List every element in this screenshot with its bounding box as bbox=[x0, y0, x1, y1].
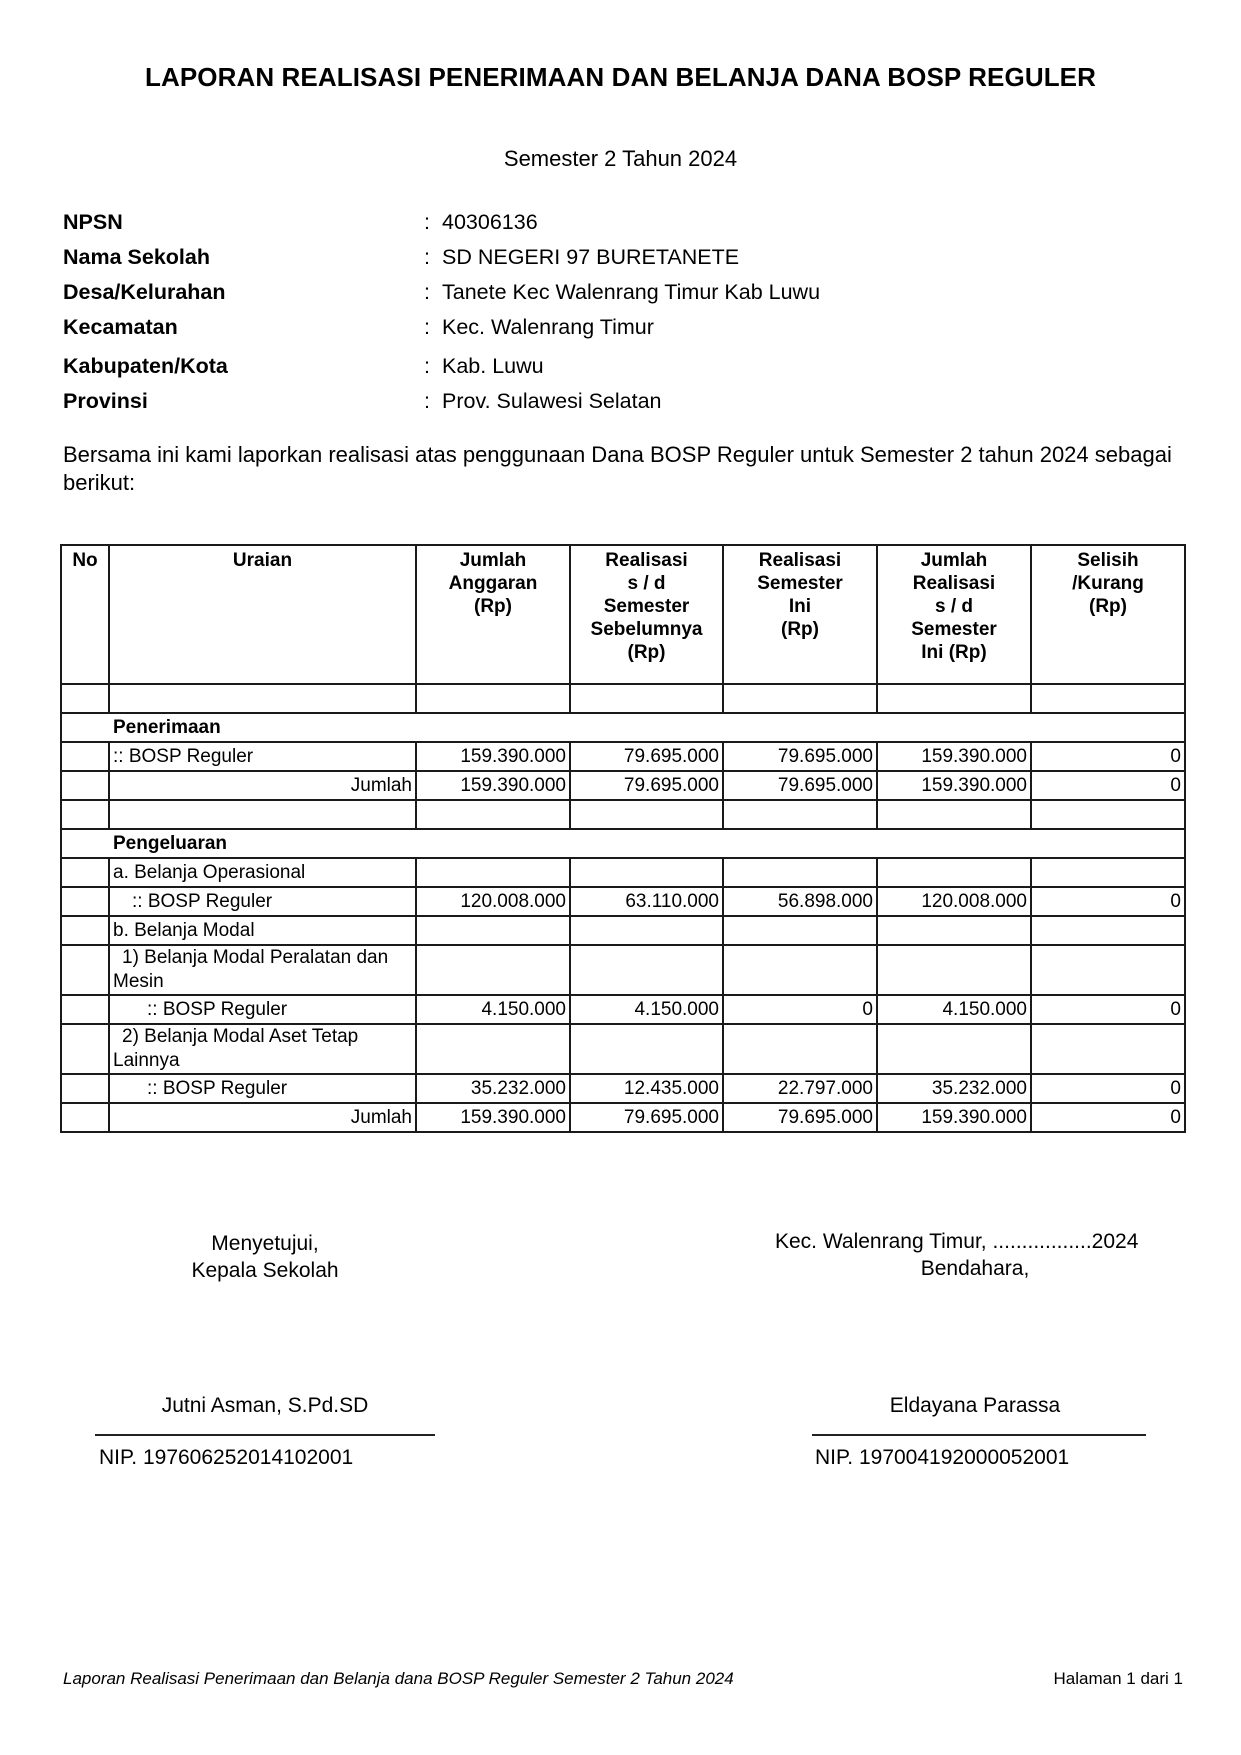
cell bbox=[570, 858, 723, 887]
header-semester-ini bbox=[723, 545, 877, 684]
cell bbox=[723, 684, 877, 713]
cell-uraian: :: BOSP Reguler bbox=[109, 1074, 416, 1103]
header-line: Anggaran bbox=[448, 573, 538, 594]
table-row bbox=[61, 742, 1185, 771]
table-row bbox=[61, 995, 1185, 1024]
table-row bbox=[61, 1074, 1185, 1103]
cell-semester-ini: 79.695.000 bbox=[723, 771, 877, 800]
cell bbox=[877, 1024, 1031, 1074]
info-kabupaten bbox=[63, 354, 963, 389]
realization-table bbox=[60, 544, 1186, 1133]
section-row-penerimaan bbox=[61, 713, 1185, 742]
cell-selisih: 0 bbox=[1031, 887, 1185, 916]
principal-nip: NIP. 197606252014102001 bbox=[99, 1446, 354, 1469]
info-npsn bbox=[63, 210, 963, 245]
header-line: (Rp) bbox=[627, 642, 666, 663]
header-line: (Rp) bbox=[1089, 596, 1127, 617]
header-no: No bbox=[61, 545, 109, 684]
header-line: Realisasi bbox=[758, 550, 842, 571]
cell bbox=[877, 800, 1031, 829]
info-label: Nama Sekolah bbox=[63, 245, 210, 269]
cell bbox=[723, 858, 877, 887]
section-row-pengeluaran bbox=[61, 829, 1185, 858]
cell-no bbox=[61, 858, 109, 887]
header-line: (Rp) bbox=[781, 619, 819, 640]
cell-jumlah-realisasi: 159.390.000 bbox=[877, 771, 1031, 800]
report-period: Semester 2 Tahun 2024 bbox=[503, 146, 738, 171]
header-line: Semester bbox=[757, 573, 843, 594]
cell-sebelumnya: 12.435.000 bbox=[570, 1074, 723, 1103]
cell-jumlah-realisasi: 159.390.000 bbox=[877, 742, 1031, 771]
table-row-blank bbox=[61, 684, 1185, 713]
subcategory-label: 2) Belanja Modal Aset Tetap Lainnya bbox=[113, 1026, 359, 1071]
header-line: Sebelumnya bbox=[590, 619, 703, 640]
cell-anggaran: 35.232.000 bbox=[416, 1074, 570, 1103]
cell-uraian: Jumlah bbox=[109, 1103, 416, 1132]
header-selisih bbox=[1031, 545, 1185, 684]
cell-no bbox=[61, 771, 109, 800]
info-colon: : bbox=[424, 280, 430, 304]
cell-no bbox=[61, 1074, 109, 1103]
signature-line-left bbox=[95, 1434, 435, 1436]
cell-jumlah-realisasi: 120.008.000 bbox=[877, 887, 1031, 916]
cell bbox=[1031, 684, 1185, 713]
signature-left-block bbox=[140, 1230, 390, 1284]
info-value: Kec. Walenrang Timur bbox=[442, 315, 654, 339]
info-colon: : bbox=[424, 245, 430, 269]
cell bbox=[570, 1024, 723, 1074]
info-colon: : bbox=[424, 210, 430, 234]
report-title: LAPORAN REALISASI PENERIMAAN DAN BELANJA DANA BOSP REGULER bbox=[144, 62, 1097, 92]
cell-jumlah-realisasi: 35.232.000 bbox=[877, 1074, 1031, 1103]
cell bbox=[109, 800, 416, 829]
info-colon: : bbox=[424, 354, 430, 378]
treasurer-name: Eldayana Parassa bbox=[889, 1394, 1061, 1417]
cell bbox=[416, 916, 570, 945]
header-line: Jumlah bbox=[459, 550, 527, 571]
cell-sebelumnya: 79.695.000 bbox=[570, 771, 723, 800]
cell-selisih: 0 bbox=[1031, 742, 1185, 771]
header-line: Realisasi bbox=[605, 550, 688, 571]
info-colon: : bbox=[424, 389, 430, 413]
header-line: Ini (Rp) bbox=[921, 642, 987, 663]
header-line: Semester bbox=[911, 619, 997, 640]
cell bbox=[877, 858, 1031, 887]
cell-jumlah-realisasi: 4.150.000 bbox=[877, 995, 1031, 1024]
cell bbox=[570, 916, 723, 945]
info-colon: : bbox=[424, 315, 430, 339]
cell-no bbox=[61, 1103, 109, 1132]
treasurer-role: Bendahara, bbox=[920, 1257, 1030, 1280]
header-line: s / d bbox=[934, 596, 973, 617]
cell-sebelumnya: 79.695.000 bbox=[570, 742, 723, 771]
cell-uraian: a. Belanja Operasional bbox=[109, 858, 416, 887]
treasurer-nip: NIP. 197004192000052001 bbox=[815, 1446, 1070, 1469]
cell-semester-ini: 22.797.000 bbox=[723, 1074, 877, 1103]
header-line: Semester bbox=[603, 596, 690, 617]
header-jumlah-realisasi bbox=[877, 545, 1031, 684]
principal-name: Jutni Asman, S.Pd.SD bbox=[161, 1394, 369, 1417]
cell bbox=[723, 1024, 877, 1074]
cell-no bbox=[61, 742, 109, 771]
cell bbox=[877, 945, 1031, 995]
cell bbox=[1031, 945, 1185, 995]
header-line: s / d bbox=[627, 573, 666, 594]
header-anggaran bbox=[416, 545, 570, 684]
cell bbox=[723, 916, 877, 945]
cell-anggaran: 4.150.000 bbox=[416, 995, 570, 1024]
cell-uraian: Jumlah bbox=[109, 771, 416, 800]
cell bbox=[1031, 916, 1185, 945]
page-number: Halaman 1 dari 1 bbox=[1053, 1669, 1183, 1688]
cell-anggaran: 120.008.000 bbox=[416, 887, 570, 916]
cell bbox=[109, 684, 416, 713]
info-value: Prov. Sulawesi Selatan bbox=[442, 389, 662, 413]
cell-selisih: 0 bbox=[1031, 771, 1185, 800]
cell bbox=[416, 800, 570, 829]
cell-anggaran: 159.390.000 bbox=[416, 1103, 570, 1132]
cell bbox=[61, 800, 109, 829]
table-row-category bbox=[61, 858, 1185, 887]
cell-no bbox=[61, 1024, 109, 1074]
place-date: Kec. Walenrang Timur, .................2024 bbox=[775, 1230, 1139, 1253]
approval-label: Menyetujui, bbox=[211, 1232, 319, 1255]
info-provinsi bbox=[63, 389, 963, 424]
cell-jumlah-realisasi: 159.390.000 bbox=[877, 1103, 1031, 1132]
cell bbox=[877, 684, 1031, 713]
cell-selisih: 0 bbox=[1031, 995, 1185, 1024]
cell-semester-ini: 79.695.000 bbox=[723, 1103, 877, 1132]
table-row-subcategory bbox=[61, 1024, 1185, 1074]
info-value: 40306136 bbox=[442, 210, 538, 234]
info-label: Provinsi bbox=[63, 389, 148, 413]
cell bbox=[723, 800, 877, 829]
cell bbox=[570, 800, 723, 829]
cell-uraian bbox=[109, 1024, 416, 1074]
cell-uraian: :: BOSP Reguler bbox=[109, 887, 416, 916]
cell-semester-ini: 79.695.000 bbox=[723, 742, 877, 771]
cell-anggaran: 159.390.000 bbox=[416, 742, 570, 771]
cell bbox=[877, 916, 1031, 945]
cell bbox=[416, 945, 570, 995]
cell bbox=[61, 684, 109, 713]
principal-role: Kepala Sekolah bbox=[191, 1259, 339, 1282]
cell bbox=[1031, 858, 1185, 887]
cell bbox=[416, 858, 570, 887]
info-value: SD NEGERI 97 BURETANETE bbox=[442, 245, 740, 269]
cell-no bbox=[61, 887, 109, 916]
cell-uraian bbox=[109, 945, 416, 995]
cell bbox=[416, 1024, 570, 1074]
cell-uraian: :: BOSP Reguler bbox=[109, 995, 416, 1024]
table-row-subcategory bbox=[61, 945, 1185, 995]
info-nama-sekolah bbox=[63, 245, 963, 280]
info-value: Kab. Luwu bbox=[442, 354, 544, 378]
table-row-blank bbox=[61, 800, 1185, 829]
header-line: Ini bbox=[788, 596, 812, 617]
section-label: Penerimaan bbox=[61, 713, 1185, 742]
header-line: (Rp) bbox=[474, 596, 512, 617]
cell-sebelumnya: 79.695.000 bbox=[570, 1103, 723, 1132]
cell-sebelumnya: 63.110.000 bbox=[570, 887, 723, 916]
cell-uraian: :: BOSP Reguler bbox=[109, 742, 416, 771]
info-desa bbox=[63, 280, 963, 315]
table-row-total bbox=[61, 771, 1185, 800]
table-header-row bbox=[61, 545, 1185, 684]
info-label: NPSN bbox=[63, 210, 123, 234]
info-label: Kecamatan bbox=[63, 315, 178, 339]
cell-sebelumnya: 4.150.000 bbox=[570, 995, 723, 1024]
cell-semester-ini: 56.898.000 bbox=[723, 887, 877, 916]
cell bbox=[416, 684, 570, 713]
school-info bbox=[63, 210, 963, 424]
section-label: Pengeluaran bbox=[61, 829, 1185, 858]
cell-anggaran: 159.390.000 bbox=[416, 771, 570, 800]
intro-paragraph: Bersama ini kami laporkan realisasi atas penggunaan Dana BOSP Reguler untuk Semester 2 tahun 2024 sebagai berikut: bbox=[63, 442, 1172, 495]
table-row-category bbox=[61, 916, 1185, 945]
header-line: Jumlah bbox=[920, 550, 988, 571]
footer-title: Laporan Realisasi Penerimaan dan Belanja dana BOSP Reguler Semester 2 Tahun 2024 bbox=[63, 1669, 734, 1688]
info-value: Tanete Kec Walenrang Timur Kab Luwu bbox=[442, 280, 821, 304]
cell-selisih: 0 bbox=[1031, 1074, 1185, 1103]
header-uraian: Uraian bbox=[109, 545, 416, 684]
cell bbox=[1031, 800, 1185, 829]
header-sebelumnya bbox=[570, 545, 723, 684]
subcategory-label: 1) Belanja Modal Peralatan dan Mesin bbox=[113, 947, 389, 992]
info-kecamatan bbox=[63, 315, 963, 354]
cell-no bbox=[61, 945, 109, 995]
table-row-total bbox=[61, 1103, 1185, 1132]
cell bbox=[1031, 1024, 1185, 1074]
cell bbox=[723, 945, 877, 995]
table-row bbox=[61, 887, 1185, 916]
cell-no bbox=[61, 995, 109, 1024]
cell bbox=[570, 684, 723, 713]
cell-no bbox=[61, 916, 109, 945]
header-line: Realisasi bbox=[912, 573, 996, 594]
signature-line-right bbox=[812, 1434, 1146, 1436]
cell bbox=[570, 945, 723, 995]
cell-semester-ini: 0 bbox=[723, 995, 877, 1024]
header-line: Selisih bbox=[1077, 550, 1139, 571]
header-line: /Kurang bbox=[1072, 573, 1144, 594]
cell-selisih: 0 bbox=[1031, 1103, 1185, 1132]
cell-uraian: b. Belanja Modal bbox=[109, 916, 416, 945]
info-label: Kabupaten/Kota bbox=[63, 354, 228, 378]
info-label: Desa/Kelurahan bbox=[63, 280, 226, 304]
